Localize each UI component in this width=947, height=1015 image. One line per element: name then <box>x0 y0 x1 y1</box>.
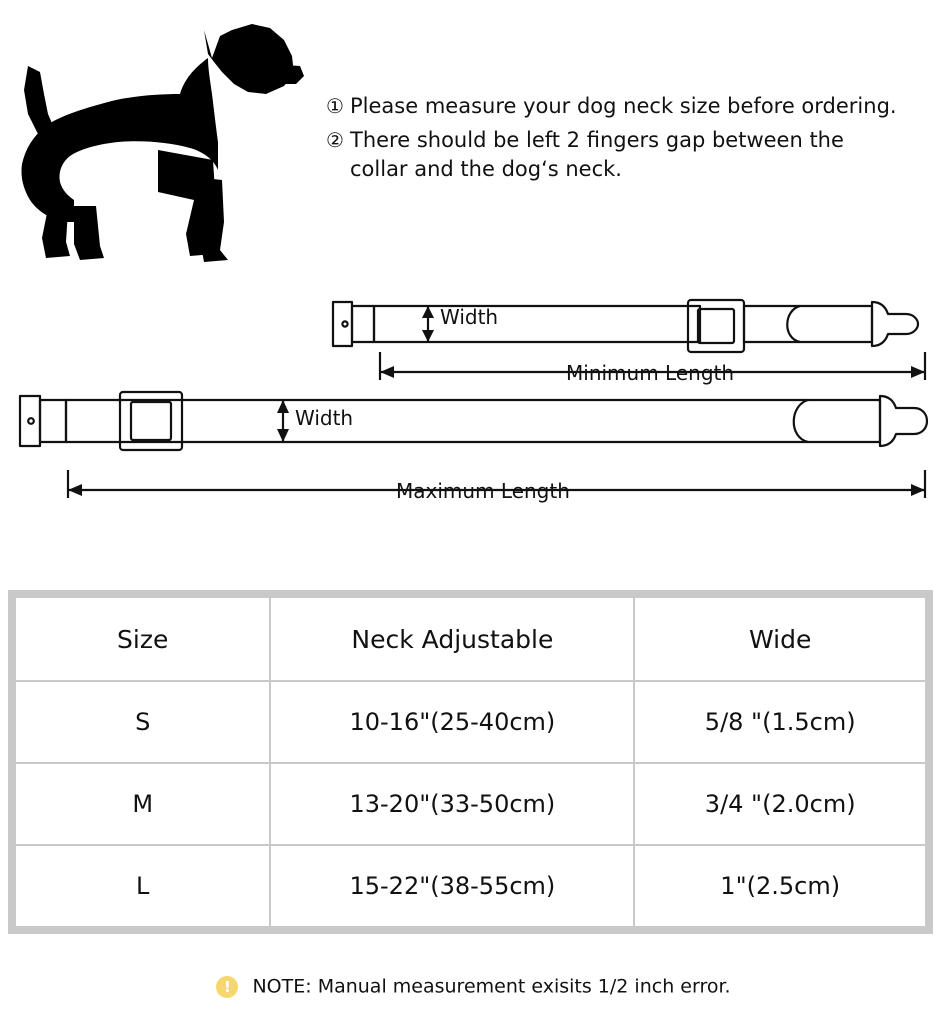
cell-wide: 3/4 "(2.0cm) <box>634 763 926 845</box>
table-row <box>15 681 926 763</box>
note-row <box>0 975 947 998</box>
size-chart-table-wrapper <box>8 590 933 934</box>
instruction-item <box>326 92 936 121</box>
instruction-text: Please measure your dog neck size before ordering. <box>350 94 897 118</box>
table-row <box>15 845 926 927</box>
cell-size: L <box>15 845 270 927</box>
instruction-marker: ① <box>326 94 344 118</box>
instructions-block <box>326 92 936 189</box>
column-header-wide: Wide <box>634 597 926 681</box>
cell-neck-adjustable: 13-20"(33-50cm) <box>270 763 634 845</box>
maximum-length-label: Maximum Length <box>396 479 570 503</box>
instruction-marker: ② <box>326 128 344 152</box>
column-header-size: Size <box>15 597 270 681</box>
instruction-text: There should be left 2 fingers gap between the <box>350 128 844 152</box>
instruction-text-line2: collar and the dog‘s neck. <box>350 157 622 181</box>
width-label-bottom: Width <box>295 406 354 430</box>
width-label-top: Width <box>440 305 499 329</box>
cell-wide: 1"(2.5cm) <box>634 845 926 927</box>
cell-wide: 5/8 "(1.5cm) <box>634 681 926 763</box>
instruction-item <box>326 126 936 184</box>
cell-size: M <box>15 763 270 845</box>
cell-neck-adjustable: 15-22"(38-55cm) <box>270 845 634 927</box>
exclamation-icon: ! <box>216 976 238 998</box>
dog-silhouette-illustration <box>8 10 308 270</box>
table-row <box>15 763 926 845</box>
collar-measurement-diagram <box>0 280 947 520</box>
cell-size: S <box>15 681 270 763</box>
table-header-row <box>15 597 926 681</box>
note-text: NOTE: Manual measurement exisits 1/2 inch error. <box>252 975 731 998</box>
size-chart-table <box>14 596 927 928</box>
cell-neck-adjustable: 10-16"(25-40cm) <box>270 681 634 763</box>
column-header-neck-adjustable: Neck Adjustable <box>270 597 634 681</box>
minimum-length-label: Minimum Length <box>566 361 735 385</box>
